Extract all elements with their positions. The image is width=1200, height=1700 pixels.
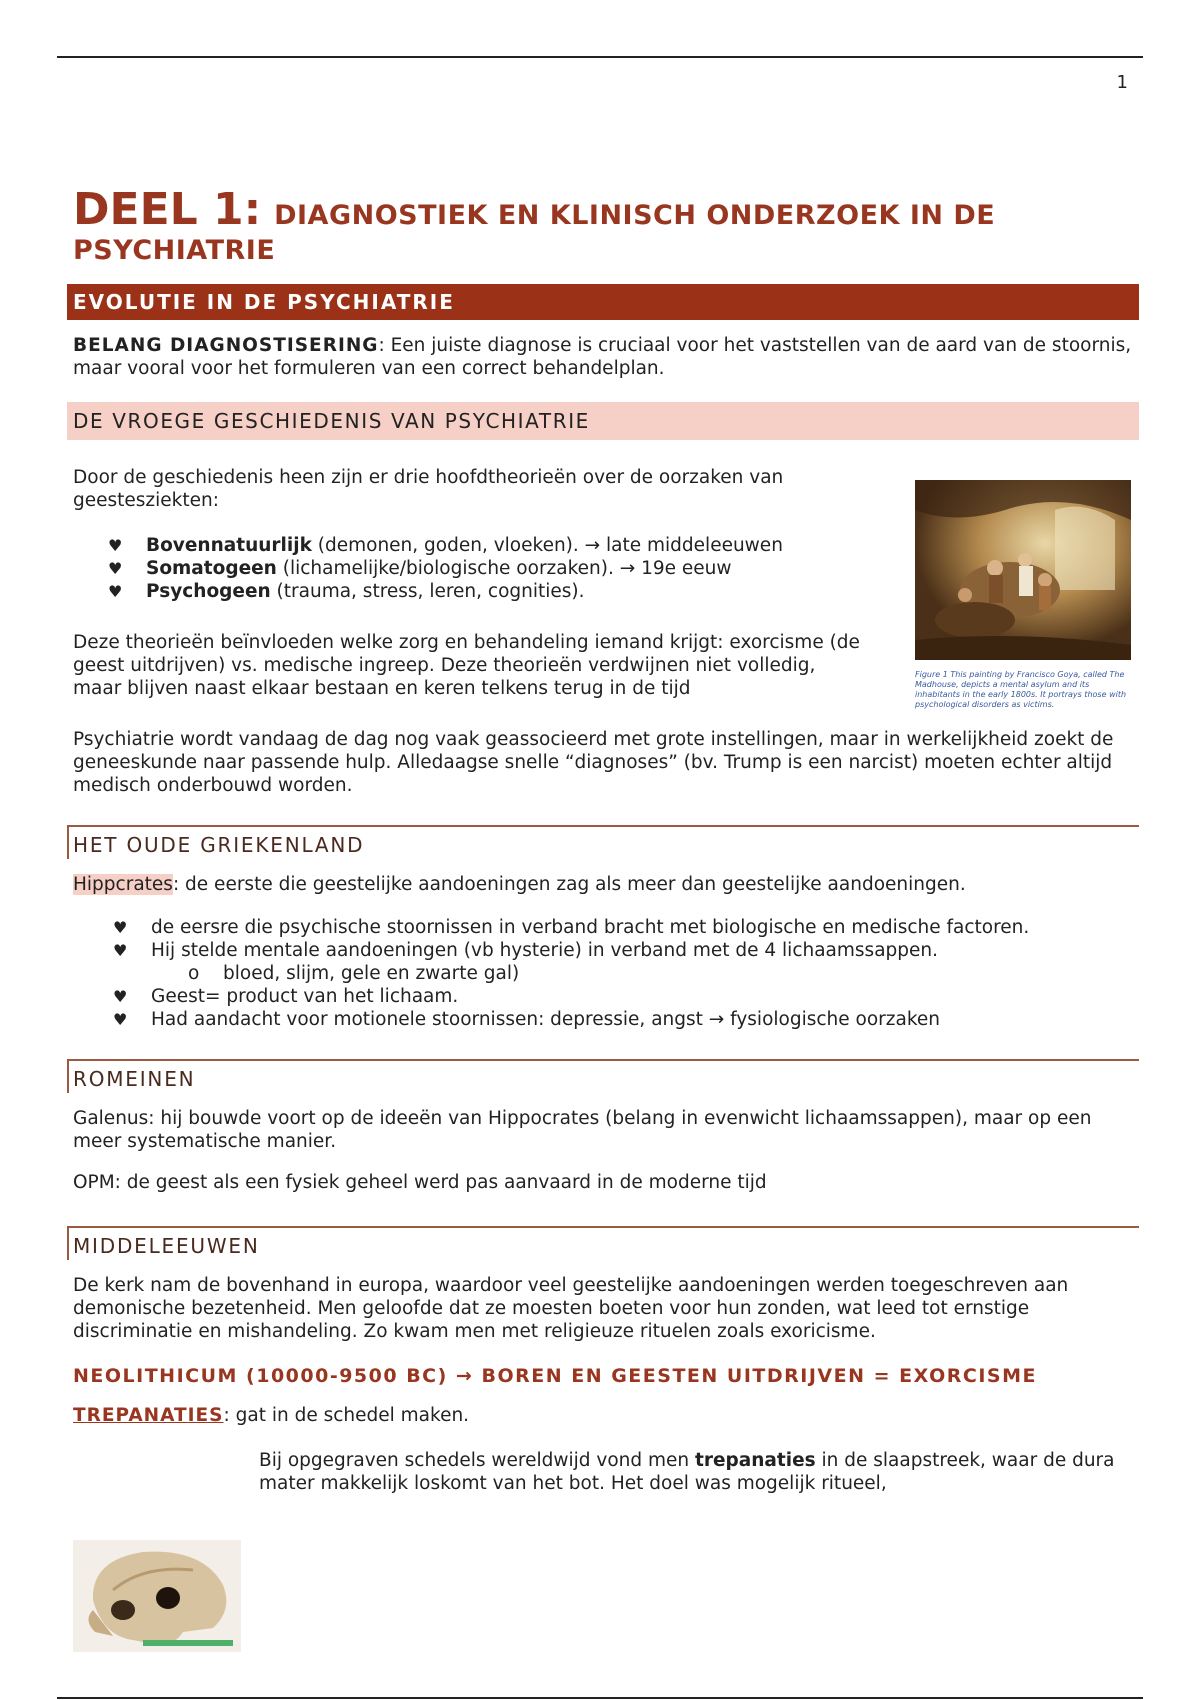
sub-list-item: o bloed, slijm, gele en zwarte gal) — [188, 963, 520, 984]
heart-icon: ♥ — [108, 582, 123, 601]
figure-caption: Figure 1 This painting by Francisco Goya, called The Madhouse, depicts a mental asylum and its inhabitants in the early 1800s. It portrays those with psychological disorders as victims. — [915, 670, 1127, 709]
heart-icon: ♥ — [108, 559, 123, 578]
list-item: ♥ Geest= product van het lichaam. — [113, 986, 459, 1007]
title-subtitle: DIAGNOSTIEK EN KLINISCH ONDERZOEK IN DE — [274, 200, 996, 231]
theories-list — [73, 534, 863, 603]
section-heading-evolutie: EVOLUTIE IN DE PSYCHIATRIE — [67, 284, 1139, 320]
footer-rule — [57, 1697, 1143, 1699]
list-item: ♥ Psychogeen (trauma, stress, leren, cognities). — [108, 581, 585, 602]
list-item: ♥ Hij stelde mentale aandoeningen (vb hysterie) in verband met de 4 lichaamssappen. — [113, 940, 938, 961]
heart-icon: ♥ — [113, 987, 128, 1006]
page-number: 1 — [1116, 72, 1128, 93]
middle-ages-paragraph: De kerk nam de bovenhand in europa, waardoor veel geestelijke aandoeningen werden toegeschreven aan demonische bezetenheid. Men geloofde dat ze moesten boeten voor hun zonden, wat leed tot ernstige discriminatie en mishandeling. Zo kwam men met religieuze rituelen zoals exoricisme. — [73, 1275, 1069, 1342]
list-item: ♥ Somatogeen (lichamelijke/biologische oorzaken). → 19e eeuw — [108, 558, 732, 579]
goya-figure — [915, 480, 1131, 710]
psychiatry-today: Psychiatrie wordt vandaag de dag nog vaak geassocieerd met grote instellingen, maar in werkelijkheid zoekt de geneeskunde naar passende hulp. Alledaagse snelle “diagnoses” (bv. Trump is een narcist) moeten echter altijd medisch onderbouwd worden. — [73, 729, 1114, 796]
header-rule — [57, 56, 1143, 58]
skull-paragraph: Bij opgegraven schedels wereldwijd vond men trepanaties in de slaapstreek, waar de dura mater makkelijk loskomt van het bot. Het doel was mogelijk ritueel, — [259, 1450, 1115, 1494]
neolithicum-heading: NEOLITHICUM (10000-9500 BC) → BOREN EN GEESTEN UITDRIJVEN = EXORCISME — [73, 1365, 1037, 1387]
greece-list — [73, 916, 1133, 962]
title-subtitle-line2: PSYCHIATRIE — [73, 235, 276, 266]
trepanated-skull-photo — [73, 1540, 241, 1652]
trepanaties-paragraph: TREPANATIES: gat in de schedel maken. — [73, 1405, 470, 1426]
opm-paragraph: OPM: de geest als een fysiek geheel werd pas aanvaard in de moderne tijd — [73, 1172, 767, 1193]
greece-list-2 — [73, 985, 1133, 1031]
section-heading-griekenland: HET OUDE GRIEKENLAND — [67, 825, 1139, 859]
document-body — [73, 184, 1133, 1495]
theories-influence: Deze theorieën beïnvloeden welke zorg en behandeling iemand krijgt: exorcisme (de geest uitdrijven) vs. medische ingreep. Deze theorieën verdwijnen niet volledig, maar blijven naast elkaar bestaan en keren telkens terug in de tijd — [73, 632, 860, 699]
list-item: ♥ Bovennatuurlijk (demonen, goden, vloeken). → late middeleeuwen — [108, 535, 783, 556]
trepanaties-label: TREPANATIES — [73, 1405, 224, 1426]
section-heading-vroege-geschiedenis: DE VROEGE GESCHIEDENIS VAN PSYCHIATRIE — [67, 402, 1139, 440]
belang-paragraph: BELANG DIAGNOSTISERING: Een juiste diagnose is cruciaal voor het vaststellen van de aard van de stoornis, maar vooral voor het formuleren van een correct behandelplan. — [73, 335, 1132, 379]
section-heading-romeinen: ROMEINEN — [67, 1059, 1139, 1093]
heart-icon: ♥ — [108, 536, 123, 555]
belang-label: BELANG DIAGNOSTISERING — [73, 335, 379, 356]
title-part: DEEL 1: — [73, 184, 262, 235]
heart-icon: ♥ — [113, 918, 128, 937]
hippocrates-name: Hippcrates — [73, 874, 173, 895]
section-heading-middeleeuwen: MIDDELEEUWEN — [67, 1226, 1139, 1260]
theories-intro: Door de geschiedenis heen zijn er drie hoofdtheorieën over de oorzaken van geestesziekten: — [73, 467, 784, 511]
heart-icon: ♥ — [113, 1010, 128, 1029]
list-item: ♥ Had aandacht voor motionele stoornissen: depressie, angst → fysiologische oorzaken — [113, 1009, 940, 1030]
list-item: ♥ de eersre die psychische stoornissen in verband bracht met biologische en medische factoren. — [113, 917, 1030, 938]
heart-icon: ♥ — [113, 941, 128, 960]
page-title — [73, 184, 1133, 266]
hippocrates-paragraph: Hippcrates: de eerste die geestelijke aandoeningen zag als meer dan geestelijke aandoeningen. — [73, 874, 966, 895]
galenus-paragraph: Galenus: hij bouwde voort op de ideeën van Hippocrates (belang in evenwicht lichaamssappen), maar op een meer systematische manier. — [73, 1108, 1092, 1152]
goya-madhouse-painting — [915, 480, 1131, 660]
